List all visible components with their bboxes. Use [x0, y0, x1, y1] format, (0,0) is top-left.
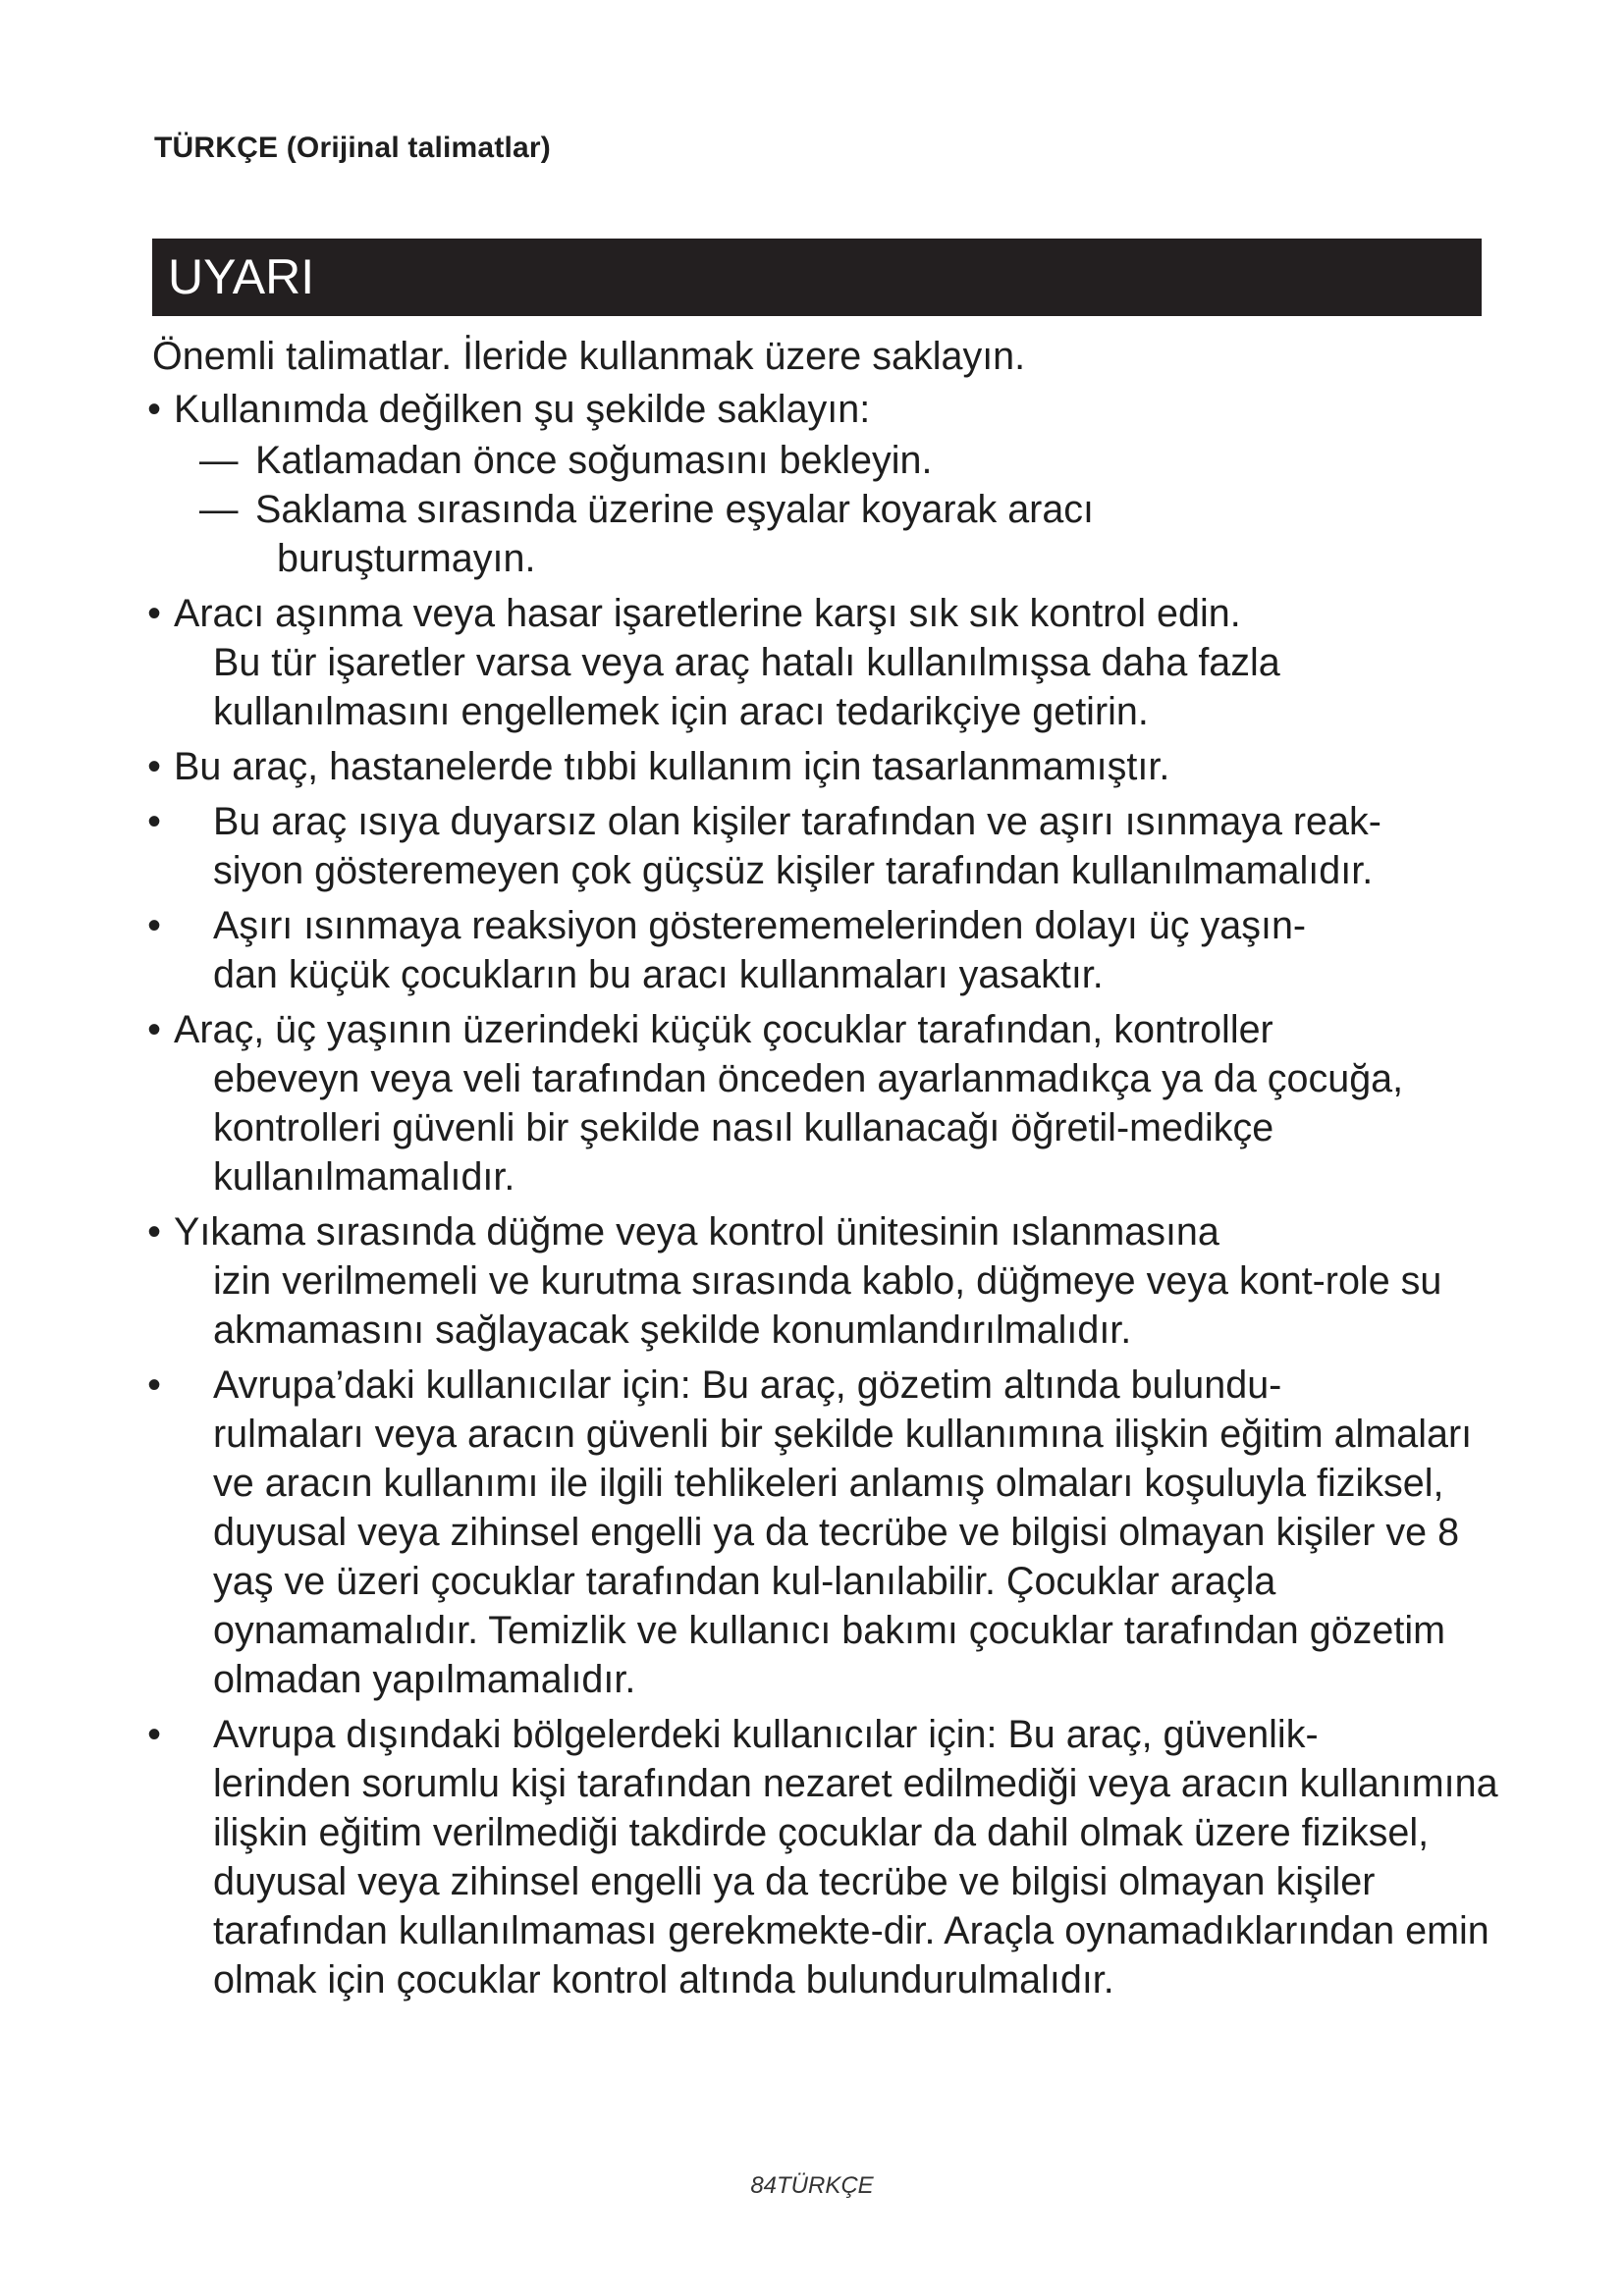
- bullet-text: Aşırı ısınmaya reaksiyon gösterememelerinden dolayı üç yaşın-: [213, 904, 1307, 947]
- warning-list: [147, 589, 1507, 2004]
- dash-mark: —: [199, 488, 239, 531]
- bullet-item: [147, 901, 1507, 999]
- dash-item: [174, 436, 1507, 485]
- bullet-text: Araç, üç yaşının üzerindeki küçük çocuklar tarafından, kontroller: [174, 1008, 1273, 1051]
- bullet-dot: •: [147, 904, 161, 947]
- bullet-dot: •: [147, 388, 161, 431]
- bullet-text-continued: siyon gösteremeyen çok güçsüz kişiler tarafından kullanılmamalıdır.: [213, 849, 1374, 892]
- bullet-text: Avrupa dışındaki bölgelerdeki kullanıcılar için: Bu araç, güvenlik-: [213, 1713, 1319, 1756]
- bullet-item: [147, 1710, 1507, 2004]
- bullet-dot: •: [147, 1210, 161, 1254]
- warning-banner: UYARI: [152, 239, 1482, 316]
- dash-mark: —: [199, 439, 239, 482]
- page-header: TÜRKÇE (Orijinal talimatlar): [154, 132, 551, 164]
- page-number: 84TÜRKÇE: [750, 2172, 874, 2199]
- bullet-text-continued: dan küçük çocukların bu aracı kullanmaları yasaktır.: [213, 953, 1104, 996]
- bullet-text-continued: izin verilmemeli ve kurutma sırasında kablo, düğmeye veya kont-role su akmamasını sağlayacak şekilde konumlandırılmalıdır.: [213, 1259, 1442, 1352]
- storage-lead: Kullanımda değilken şu şekilde saklayın:: [174, 388, 871, 431]
- dash-text: Saklama sırasında üzerine eşyalar koyarak aracı: [255, 488, 1095, 531]
- bullet-item: [147, 1005, 1507, 1201]
- warning-content: [147, 332, 1507, 2010]
- bullet-text: Bu araç ısıya duyarsız olan kişiler tarafından ve aşırı ısınmaya reak-: [213, 800, 1381, 843]
- bullet-item: [147, 589, 1507, 736]
- bullet-dot: •: [147, 1363, 161, 1407]
- intro-text: Önemli talimatlar. İleride kullanmak üzere saklayın.: [152, 335, 1026, 378]
- bullet-item: [147, 797, 1507, 895]
- storage-dash-list: [174, 436, 1507, 583]
- bullet-dot: •: [147, 745, 161, 788]
- bullet-storage: [147, 385, 1507, 583]
- bullet-text-continued: rulmaları veya aracın güvenli bir şekilde kullanımına ilişkin eğitim almaları ve aracın kullanımı ile ilgili tehlikeleri anlamış olmaları koşuluyla fiziksel, duyusal veya zihinsel engelli ya da tecrübe ve bilgisi olmayan kişiler ve 8 yaş ve üzeri çocuklar tarafından kul-lanılabilir. Çocuklar araçla oynamamalıdır. Temizlik ve kullanıcı bakımı çocuklar tarafından gözetim olmadan yapılmamalıdır.: [213, 1413, 1473, 1701]
- bullet-text: Yıkama sırasında düğme veya kontrol ünitesinin ıslanmasına: [174, 1210, 1219, 1254]
- bullet-text: Avrupa’daki kullanıcılar için: Bu araç, gözetim altında bulundu-: [213, 1363, 1282, 1407]
- bullet-dot: •: [147, 1713, 161, 1756]
- bullet-dot: •: [147, 1008, 161, 1051]
- bullet-item: [147, 1207, 1507, 1355]
- bullet-text-continued: ebeveyn veya veli tarafından önceden ayarlanmadıkça ya da çocuğa, kontrolleri güvenli bir şekilde nasıl kullanacağı öğretil-medikçe kullanılmamalıdır.: [213, 1057, 1404, 1199]
- bullet-item: [147, 742, 1507, 791]
- bullet-dot: •: [147, 800, 161, 843]
- bullet-dot: •: [147, 592, 161, 635]
- bullet-text-continued: Bu tür işaretler varsa veya araç hatalı kullanılmışsa daha fazla kullanılmasını engellemek için aracı tedarikçiye getirin.: [213, 641, 1280, 733]
- dash-text-continued: buruşturmayın.: [277, 537, 536, 580]
- bullet-text: Bu araç, hastanelerde tıbbi kullanım için tasarlanmamıştır.: [174, 745, 1170, 788]
- bullet-text: Aracı aşınma veya hasar işaretlerine karşı sık sık kontrol edin.: [174, 592, 1241, 635]
- bullet-text-continued: lerinden sorumlu kişi tarafından nezaret edilmediği veya aracın kullanımına ilişkin eğitim verilmediği takdirde çocuklar da dahil olmak üzere fiziksel, duyusal veya zihinsel engelli ya da tecrübe ve bilgisi olmayan kişiler tarafından kullanılmaması gerekmekte-dir. Araçla oynamadıklarından emin olmak için çocuklar kontrol altında bulundurulmalıdır.: [213, 1762, 1498, 2002]
- bullet-item: [147, 1361, 1507, 1704]
- dash-text: Katlamadan önce soğumasını bekleyin.: [255, 439, 933, 482]
- dash-item: [174, 485, 1507, 583]
